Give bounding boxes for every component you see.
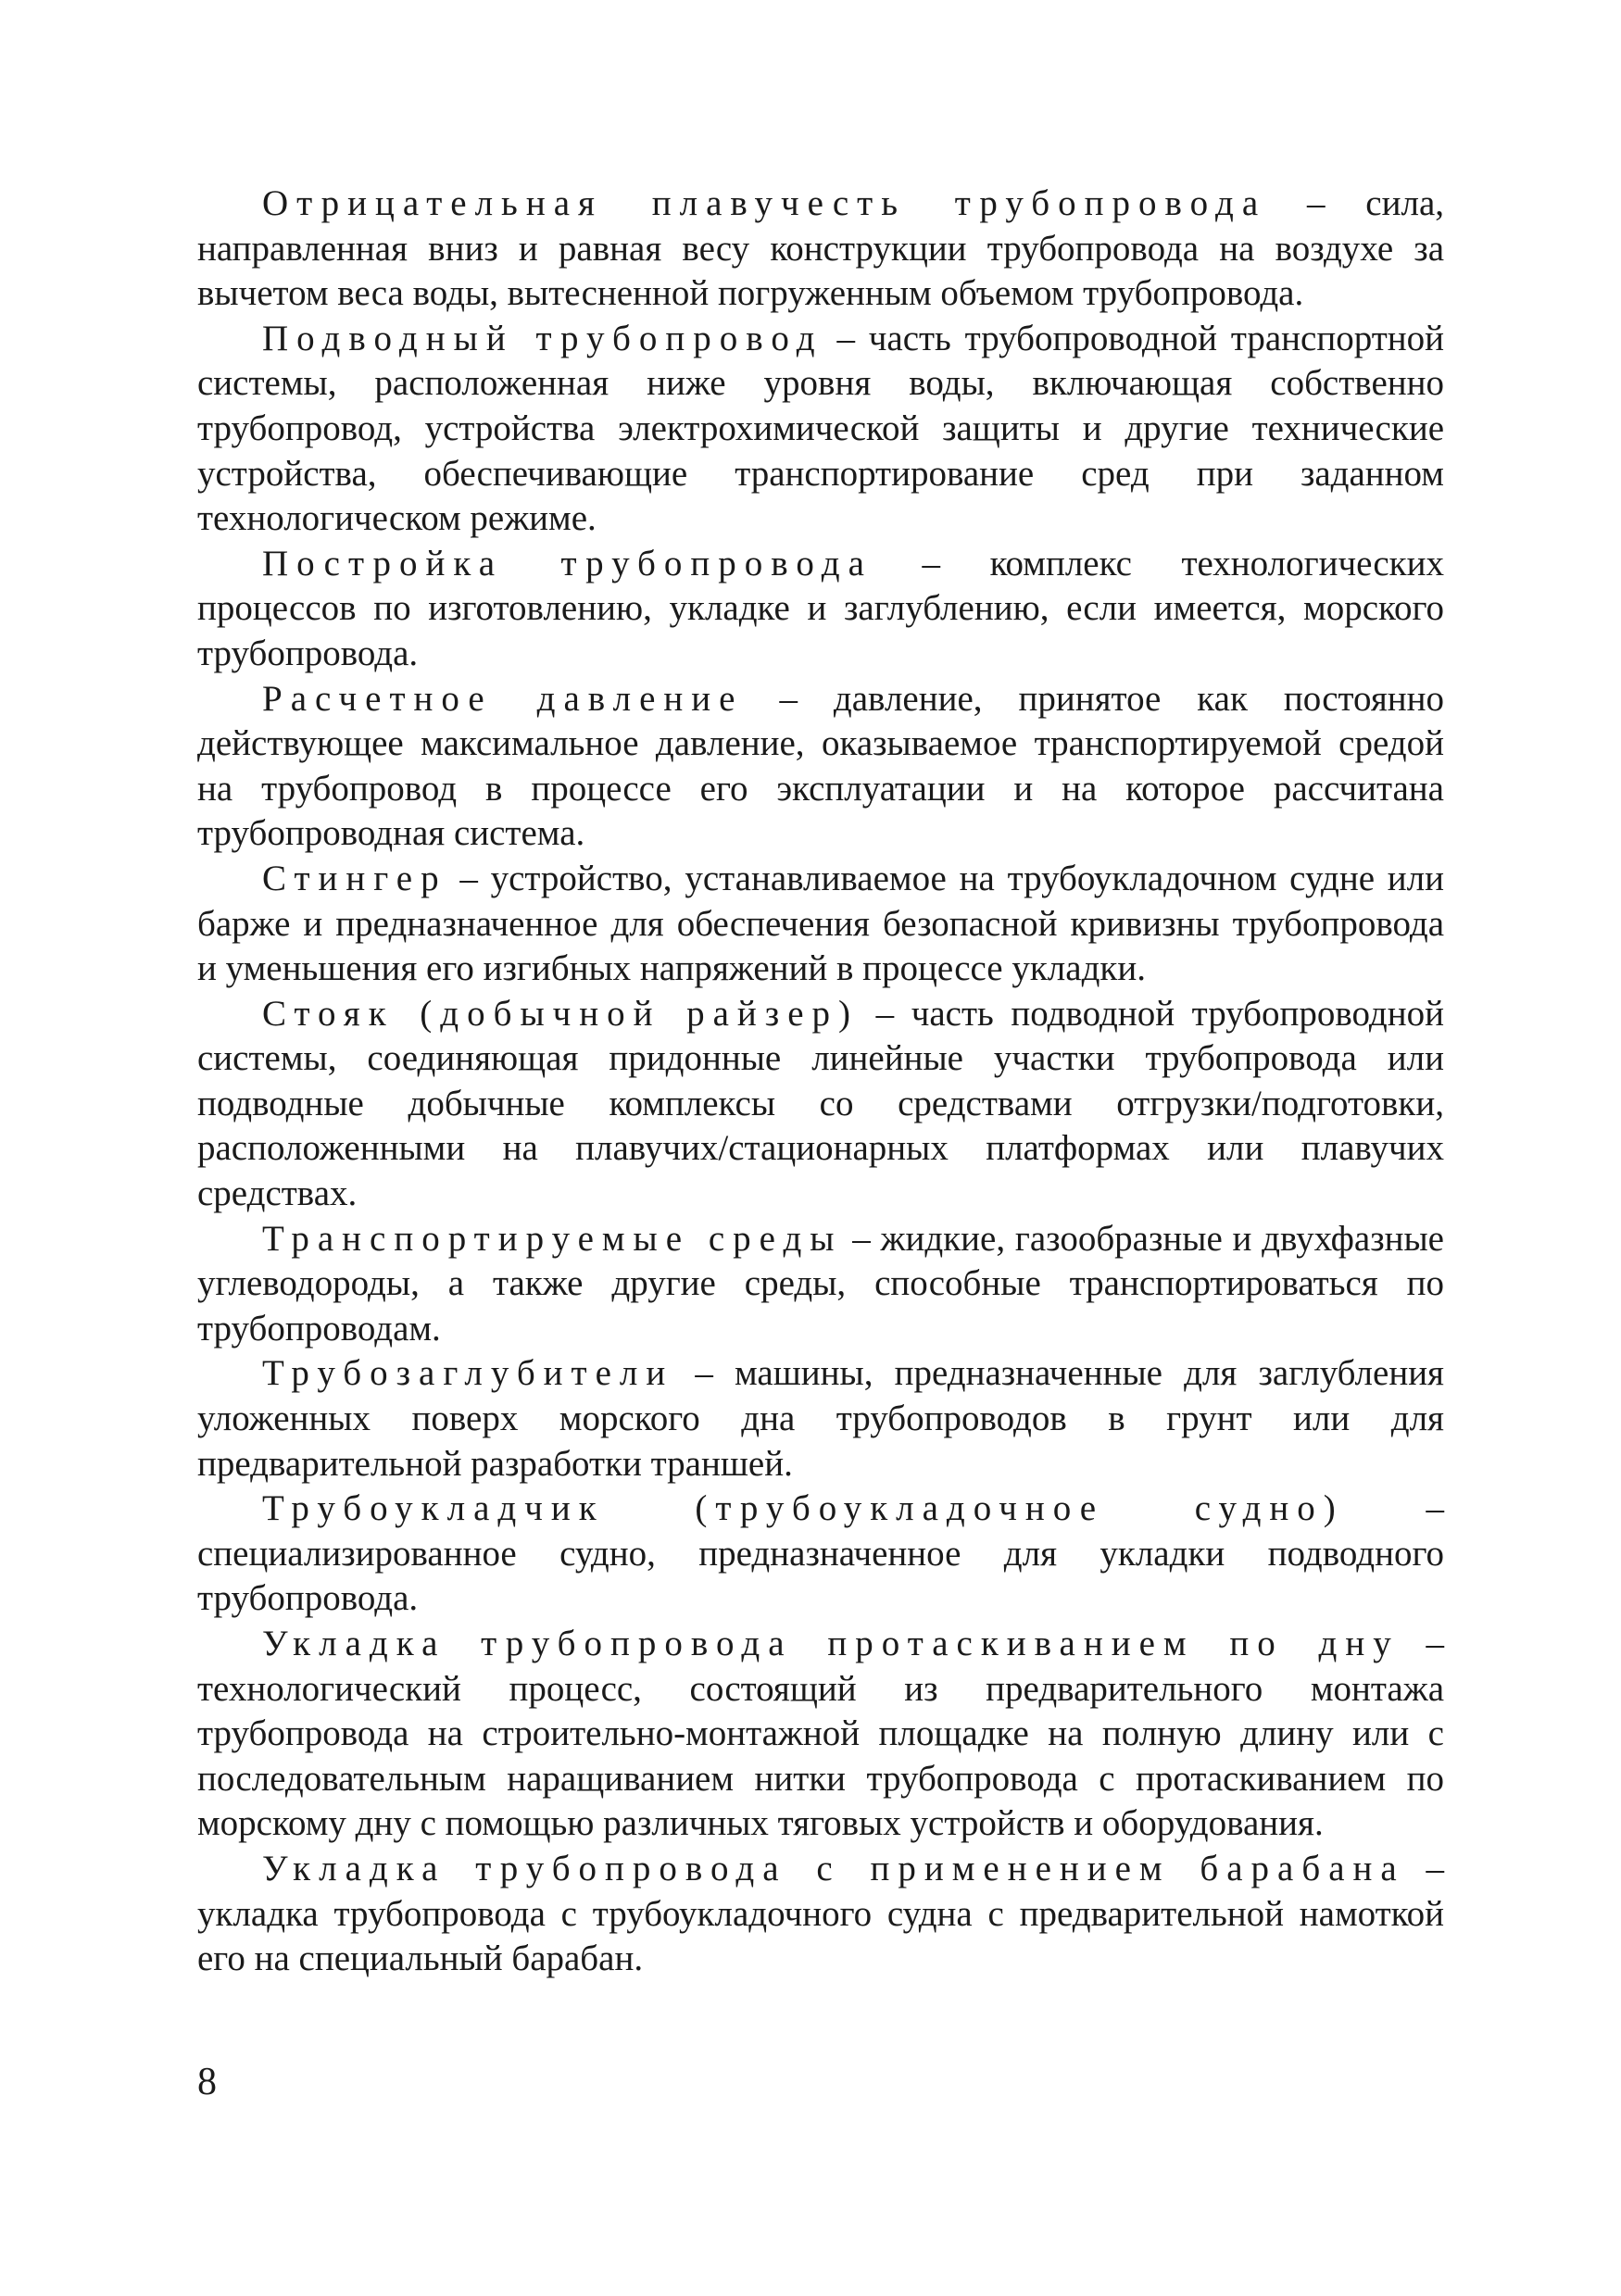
definition-entry [197,1847,1444,1982]
definition-entry [197,1217,1444,1352]
definition-text: – жидкие, газообразные и двухфазные углеводороды, а также другие среды, способные транспортироваться по трубопроводам. [197,1218,1444,1349]
definition-text: – устройство, устанавливаемое на трубоукладочном судне или барже и предназначенное для обеспечения безопасной кривизны трубопровода и уменьшения его изгибных напряжений в процессе укладки. [197,858,1444,989]
term: Отрицательная плавучесть трубопровода [262,183,1267,223]
definition-entry [197,677,1444,857]
definition-entry [197,1351,1444,1487]
definition-text: – часть подводной трубопроводной системы, соединяющая придонные линейные участки трубопровода или подводные добычные комплексы со средствами отгрузки/подготовки, расположенными на плавучих/стационарных платформах или плавучих средствах. [197,993,1444,1214]
definition-entry [197,1487,1444,1622]
definition-text: – давление, принятое как постоянно действующее максимальное давление, оказываемое транспортируемой средой на трубопровод в процессе его эксплуатации и на которое рассчитана трубопроводная система. [197,678,1444,854]
page-number: 8 [197,2061,217,2103]
term: Трубоукладчик (трубоукладочное судно) [262,1488,1344,1529]
definitions-list [197,182,1444,1982]
term: Постройка трубопровода [262,543,873,583]
definition-text: – специализированное судно, предназначенное для укладки подводного трубопровода. [197,1488,1444,1619]
term: Стингер [262,858,447,898]
term: Расчетное давление [262,678,744,719]
term: Стояк (добычной райзер) [262,993,859,1034]
definition-entry [197,857,1444,992]
definition-entry [197,992,1444,1217]
definition-text: – часть трубопроводной транспортной системы, расположенная ниже уровня воды, включающая собственно трубопровод, устройства электрохимической защиты и другие технические устройства, обеспечивающие транспортирование сред при заданном технологическом режиме. [197,318,1444,539]
definition-text: – технологический процесс, состоящий из предварительного монтажа трубопровода на строительно-монтажной площадке на полную длину или с последовательным наращиванием нитки трубопровода с протаскиванием по морскому дну с помощью различных тяговых устройств и оборудования. [197,1624,1445,1844]
definition-text: – комплекс технологических процессов по изготовлению, укладке и заглублению, если имеется, морского трубопровода. [197,543,1445,673]
term: Укладка трубопровода с применением барабана [262,1848,1405,1888]
definition-entry [197,182,1444,317]
definition-entry [197,317,1444,542]
term: Подводный трубопровод [262,318,823,358]
definition-text: – машины, предназначенные для заглубления уложенных поверх морского дна трубопроводов в грунт или для предварительной разработки траншей. [197,1353,1444,1484]
term: Трубозаглубители [262,1353,674,1394]
definition-entry [197,542,1444,677]
definition-text: – сила, направленная вниз и равная весу конструкции трубопровода на воздухе за вычетом веса воды, вытесненной погруженным объемом трубопровода. [197,183,1445,314]
definition-text: – укладка трубопровода с трубоукладочного судна с предварительной намоткой его на специальный барабан. [197,1848,1444,1979]
term: Транспортируемые среды [262,1218,843,1259]
term: Укладка трубопровода протаскиванием по дну [262,1624,1400,1663]
definition-entry [197,1622,1444,1847]
